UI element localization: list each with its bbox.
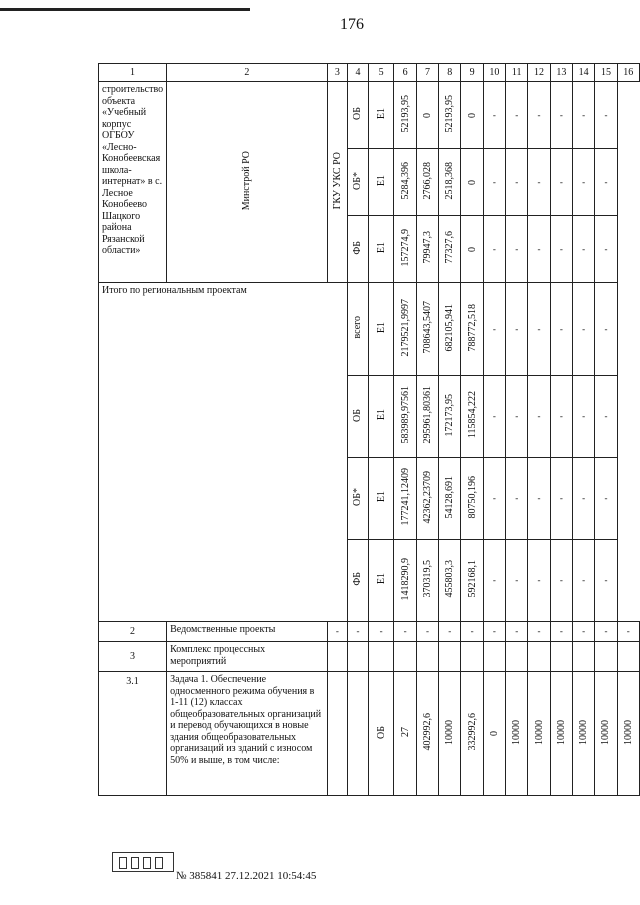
- cell-value: ОБ: [375, 725, 387, 739]
- amount-cell: [439, 540, 461, 622]
- amount-cell: -: [483, 283, 505, 376]
- amount-cell: -: [528, 622, 550, 642]
- cell-value: 2766,028: [421, 161, 433, 200]
- cell-value: ОБ: [352, 107, 364, 120]
- scan-top-edge: [0, 8, 250, 11]
- amount-cell: -: [572, 622, 594, 642]
- amount-cell: -: [550, 149, 572, 216]
- funding-source: [368, 672, 394, 796]
- cell-value: 402992,6: [421, 713, 433, 751]
- cell-value: 5284,396: [399, 161, 411, 200]
- row-label: Ведомственные проекты: [167, 622, 327, 642]
- amount-cell: -: [550, 283, 572, 376]
- amount-cell: [439, 149, 461, 216]
- empty-cell: [461, 642, 483, 672]
- amount-cell: -: [595, 540, 617, 622]
- amount-cell: -: [528, 283, 550, 376]
- empty-cell: [528, 642, 550, 672]
- cell-value: 54128,691: [444, 475, 456, 519]
- empty-cell: [572, 642, 594, 672]
- cell-value: Е1: [375, 409, 387, 421]
- cell-value: Е1: [375, 573, 387, 585]
- amount-cell: -: [572, 540, 594, 622]
- column-header: 15: [595, 64, 617, 82]
- amount-cell: [416, 540, 438, 622]
- amount-cell: [461, 376, 483, 458]
- column-header: 2: [167, 64, 327, 82]
- amount-cell: [394, 216, 416, 283]
- project-code: [368, 149, 394, 216]
- amount-cell: -: [506, 283, 528, 376]
- cell-value: 115854,222: [466, 391, 478, 439]
- empty-cell: [348, 642, 369, 672]
- departmental-projects-row: [99, 622, 640, 642]
- cell-value: 52193,95: [399, 94, 411, 133]
- amount-cell: -: [506, 376, 528, 458]
- cell-value: 10000: [600, 719, 612, 745]
- column-header: 9: [461, 64, 483, 82]
- column-header: 6: [394, 64, 416, 82]
- amount-cell: [461, 672, 483, 796]
- amount-cell: -: [595, 283, 617, 376]
- amount-cell: -: [506, 216, 528, 283]
- empty-cell: [617, 642, 639, 672]
- amount-cell: -: [528, 216, 550, 283]
- amount-cell: -: [483, 376, 505, 458]
- amount-cell: -: [506, 622, 528, 642]
- empty-cell: [595, 642, 617, 672]
- project-code: [368, 216, 394, 283]
- column-header: 10: [483, 64, 505, 82]
- cell-value: Е1: [375, 321, 387, 334]
- cell-value: Е1: [375, 174, 387, 187]
- cell-value: 1418290,9: [399, 557, 411, 601]
- column-header: 3: [327, 64, 348, 82]
- funding-source: [348, 540, 369, 622]
- cell-value: всего: [352, 316, 364, 339]
- amount-cell: -: [572, 458, 594, 540]
- cell-value: 0: [466, 246, 478, 252]
- column-header: 1: [99, 64, 167, 82]
- amount-cell: [416, 376, 438, 458]
- amount-cell: [439, 82, 461, 149]
- amount-cell: -: [483, 82, 505, 149]
- cell-value: ОБ: [352, 408, 364, 422]
- empty-cell: [348, 672, 369, 796]
- amount-cell: -: [528, 540, 550, 622]
- total-label: Итого по региональным проектам: [99, 283, 348, 622]
- cell-value: 295961,80361: [421, 386, 433, 444]
- cell-value: 10000: [578, 719, 590, 745]
- column-header: 4: [348, 64, 369, 82]
- amount-cell: -: [595, 82, 617, 149]
- amount-cell: [439, 672, 461, 796]
- column-header: 5: [368, 64, 394, 82]
- amount-cell: -: [416, 622, 438, 642]
- cell-value: ГКУ УКС РО: [331, 151, 343, 210]
- empty-cell: [394, 642, 416, 672]
- cell-value: 10000: [622, 719, 634, 745]
- amount-cell: -: [483, 458, 505, 540]
- cell-value: 80750,196: [466, 475, 478, 519]
- cell-value: Е1: [375, 491, 387, 503]
- empty-cell: [483, 642, 505, 672]
- empty-cell: [439, 642, 461, 672]
- empty-cell: [327, 642, 348, 672]
- cell-value: 583989,97561: [399, 386, 411, 444]
- page-number: 176: [340, 16, 364, 33]
- amount-cell: -: [348, 622, 369, 642]
- cell-value: 370319,5: [421, 560, 433, 598]
- amount-cell: [416, 672, 438, 796]
- amount-cell: -: [550, 622, 572, 642]
- row-number: 3: [99, 642, 167, 672]
- amount-cell: -: [572, 149, 594, 216]
- amount-cell: -: [572, 82, 594, 149]
- amount-cell: -: [572, 216, 594, 283]
- column-header: 14: [572, 64, 594, 82]
- amount-cell: [394, 283, 416, 376]
- column-header: 13: [550, 64, 572, 82]
- object-row: [99, 82, 640, 149]
- project-code: [394, 672, 416, 796]
- amount-cell: [394, 458, 416, 540]
- funding-source: [348, 376, 369, 458]
- amount-cell: -: [595, 458, 617, 540]
- amount-cell: [416, 283, 438, 376]
- project-code: [368, 376, 394, 458]
- amount-cell: [439, 216, 461, 283]
- amount-cell: -: [550, 458, 572, 540]
- amount-cell: -: [506, 458, 528, 540]
- amount-cell: [416, 458, 438, 540]
- cell-value: ОБ*: [352, 171, 364, 190]
- project-code: [368, 540, 394, 622]
- empty-cell: [416, 642, 438, 672]
- amount-cell: -: [506, 149, 528, 216]
- amount-cell: -: [617, 622, 639, 642]
- amount-cell: [416, 216, 438, 283]
- cell-value: 708643,5407: [421, 301, 433, 354]
- cell-value: Е1: [375, 241, 387, 254]
- amount-cell: [394, 149, 416, 216]
- amount-cell: -: [595, 216, 617, 283]
- document-footer: № 385841 27.12.2021 10:54:45: [176, 870, 317, 882]
- header-row: [99, 64, 640, 82]
- amount-cell: [550, 672, 572, 796]
- amount-cell: [528, 672, 550, 796]
- amount-cell: [416, 149, 438, 216]
- column-header: 11: [506, 64, 528, 82]
- amount-cell: [461, 458, 483, 540]
- amount-cell: -: [572, 376, 594, 458]
- amount-cell: -: [327, 622, 348, 642]
- project-code: [368, 283, 394, 376]
- row-label: Комплекс процессных мероприятий: [167, 642, 327, 672]
- funding-source: [348, 82, 369, 149]
- cell-value: 77327,6: [444, 231, 456, 264]
- cell-value: 2518,368: [444, 161, 456, 200]
- amount-cell: -: [528, 458, 550, 540]
- cell-value: 0: [488, 731, 500, 736]
- cell-value: 27: [399, 727, 411, 737]
- cell-value: 0: [421, 112, 433, 118]
- amount-cell: -: [528, 82, 550, 149]
- cell-value: ФБ: [352, 240, 364, 255]
- column-header: 12: [528, 64, 550, 82]
- empty-cell: [327, 672, 348, 796]
- amount-cell: -: [528, 149, 550, 216]
- cell-value: 0: [466, 179, 478, 185]
- column-header: 7: [416, 64, 438, 82]
- process-complex-row: [99, 642, 640, 672]
- amount-cell: [461, 216, 483, 283]
- amount-cell: [439, 283, 461, 376]
- cell-value: 2179521,9997: [399, 298, 411, 357]
- cell-value: 157274,9: [399, 228, 411, 267]
- cell-value: 10000: [511, 719, 523, 745]
- row-number: 2: [99, 622, 167, 642]
- cell-value: 788772,518: [466, 303, 478, 352]
- amount-cell: -: [483, 540, 505, 622]
- cell-value: 52193,95: [444, 94, 456, 133]
- object-description: строительство объекта «Учебный корпус ОГБОУ «Лесно-Конобеевская школа-интернат» в с. Лесное Конобеево Шацкого района Рязанской области»: [99, 82, 167, 283]
- amount-cell: -: [394, 622, 416, 642]
- amount-cell: -: [506, 540, 528, 622]
- amount-cell: [416, 82, 438, 149]
- amount-cell: -: [368, 622, 394, 642]
- amount-cell: -: [483, 216, 505, 283]
- column-header: 8: [439, 64, 461, 82]
- total-row: [99, 283, 640, 376]
- cell-value: Е1: [375, 107, 387, 120]
- amount-cell: -: [595, 376, 617, 458]
- amount-cell: -: [550, 376, 572, 458]
- funding-source: [348, 149, 369, 216]
- amount-cell: [595, 672, 617, 796]
- amount-cell: -: [461, 622, 483, 642]
- amount-cell: -: [550, 540, 572, 622]
- funding-source: [348, 216, 369, 283]
- cell-value: 10000: [444, 719, 456, 745]
- amount-cell: [439, 458, 461, 540]
- project-code: [368, 458, 394, 540]
- amount-cell: [439, 376, 461, 458]
- amount-cell: -: [595, 622, 617, 642]
- empty-cell: [506, 642, 528, 672]
- amount-cell: [461, 82, 483, 149]
- executor: [327, 82, 348, 283]
- cell-value: 682105,941: [444, 303, 456, 352]
- cell-value: 10000: [533, 719, 545, 745]
- cell-value: 10000: [555, 719, 567, 745]
- amount-cell: -: [595, 149, 617, 216]
- program-table: [98, 63, 640, 796]
- amount-cell: -: [439, 622, 461, 642]
- amount-cell: [506, 672, 528, 796]
- responsible-ministry: [167, 82, 327, 283]
- column-header: 16: [617, 64, 639, 82]
- task-row: [99, 672, 640, 796]
- amount-cell: [572, 672, 594, 796]
- amount-cell: -: [550, 216, 572, 283]
- cell-value: ФБ: [352, 572, 364, 586]
- cell-value: ОБ*: [352, 488, 364, 506]
- amount-cell: [617, 672, 639, 796]
- amount-cell: [394, 82, 416, 149]
- row-number: 3.1: [99, 672, 167, 796]
- amount-cell: [461, 283, 483, 376]
- cell-value: 177241,12409: [399, 468, 411, 526]
- amount-cell: -: [506, 82, 528, 149]
- funding-source: [348, 283, 369, 376]
- amount-cell: -: [483, 622, 505, 642]
- cell-value: 0: [466, 112, 478, 118]
- amount-cell: [461, 149, 483, 216]
- amount-cell: -: [528, 376, 550, 458]
- cell-value: 79947,3: [421, 231, 433, 264]
- amount-cell: -: [483, 149, 505, 216]
- amount-cell: -: [572, 283, 594, 376]
- certificate-stamp-icon: [112, 852, 174, 872]
- empty-cell: [550, 642, 572, 672]
- empty-cell: [368, 642, 394, 672]
- cell-value: 455803,3: [444, 560, 456, 598]
- amount-cell: [394, 376, 416, 458]
- cell-value: Минстрой РО: [241, 150, 253, 211]
- amount-cell: [461, 540, 483, 622]
- cell-value: 172173,95: [444, 393, 456, 437]
- cell-value: 42362,23709: [421, 470, 433, 524]
- amount-cell: [394, 540, 416, 622]
- amount-cell: [483, 672, 505, 796]
- project-code: [368, 82, 394, 149]
- cell-value: 592168,1: [466, 560, 478, 598]
- funding-source: [348, 458, 369, 540]
- row-label: Задача 1. Обеспечение односменного режима обучения в 1-11 (12) классах общеобразовательных организаций и перевод обучающихся в новые здания общеобразовательных организаций из зданий с износом 50% и выше, в том числе:: [167, 672, 327, 796]
- amount-cell: -: [550, 82, 572, 149]
- cell-value: 332992,6: [466, 713, 478, 751]
